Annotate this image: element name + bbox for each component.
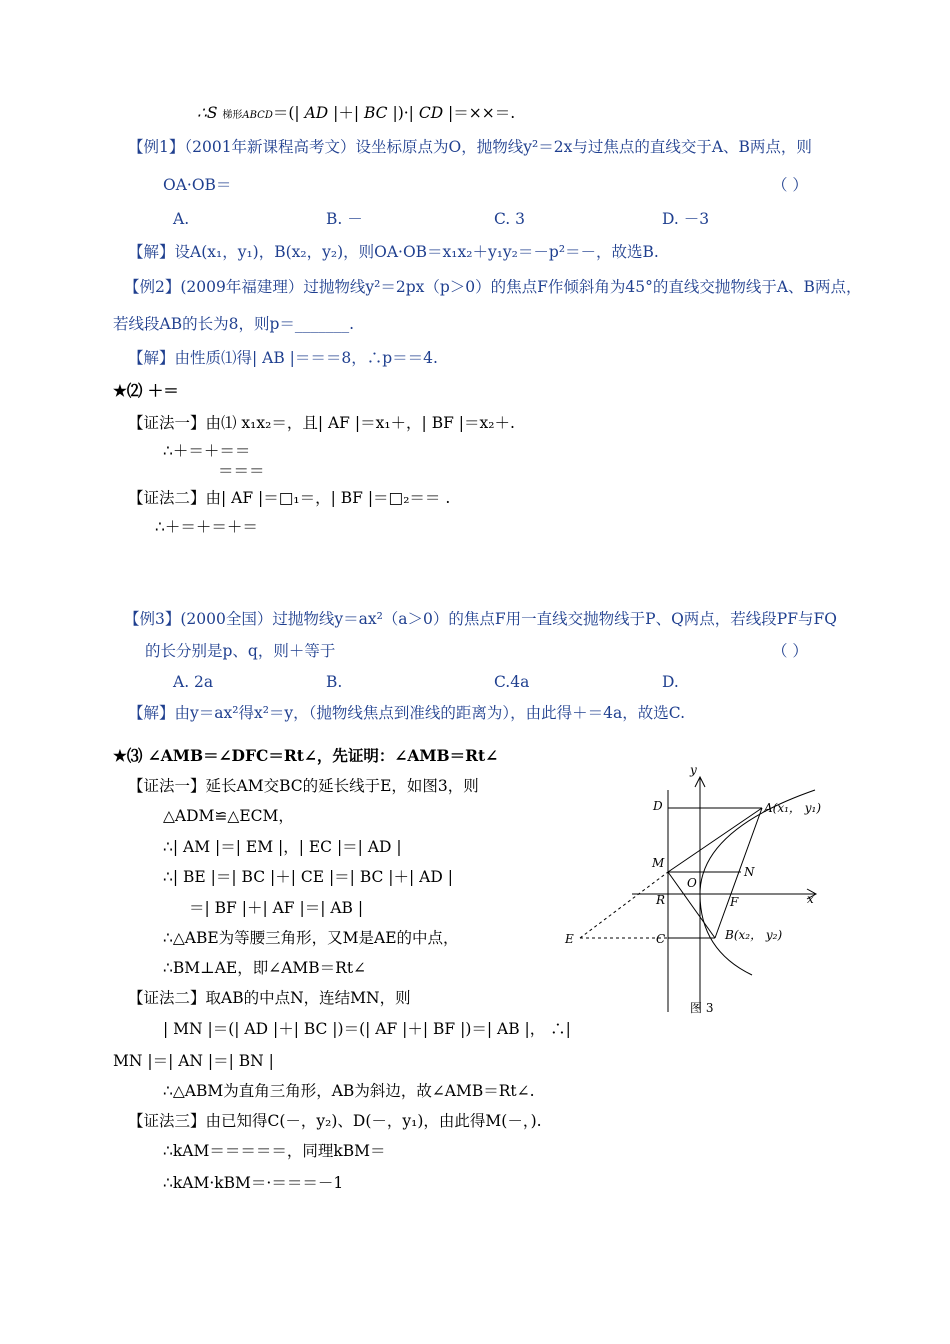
option-b-3: B.: [326, 673, 343, 691]
label-n: N: [744, 865, 755, 879]
proof-3-step-8: MN |＝| AN |＝| BN |: [113, 1052, 274, 1070]
option-c-1: C. 3: [494, 210, 526, 228]
example-2-question: 若线段AB的长为8，则p＝_______.: [113, 315, 355, 333]
example-2-text: 【例2】(2009年福建理）过抛物线y²＝2px（p＞0）的焦点F作倾斜角为45°的直线交抛物线于A、B两点，: [124, 278, 862, 296]
property-3-heading: ★⑶ ∠AMB＝∠DFC＝Rt∠，先证明：∠AMB＝Rt∠: [113, 746, 499, 765]
option-a-3: A. 2a: [173, 673, 214, 691]
label-a: A(x₁， y₁): [764, 801, 822, 815]
proof-2-step-2: ＝＝＝: [218, 462, 265, 480]
label-m: M: [652, 856, 665, 870]
proof-3-method-3: 【证法三】由已知得C(－，y₂)、D(－，y₁)，由此得M(－，).: [128, 1112, 542, 1130]
proof-3-method-2: 【证法二】取AB的中点N，连结MN，则: [128, 989, 411, 1007]
label-e: E: [565, 932, 574, 946]
option-c-3: C.4a: [494, 673, 530, 691]
proof-3-step-9: ∴△ABM为直角三角形，AB为斜边，故∠AMB＝Rt∠.: [163, 1082, 535, 1100]
parabola-curve: [700, 790, 815, 975]
example-1-oa-ob: OA·OB＝: [163, 176, 232, 194]
line-em-dashed: [580, 872, 668, 938]
property-2-heading: ★⑵ ＋＝: [113, 381, 179, 400]
proof-3-step-5: ∴△ABE为等腰三角形，又M是AE的中点，: [163, 929, 459, 947]
solution-1: 【解】设A(x₁，y₁)，B(x₂，y₂)，则OA·OB＝x₁x₂＋y₁y₂＝－p²＝－，故选B.: [128, 243, 659, 261]
proof-2-method-2: 【证法二】由| AF |＝□₁＝，| BF |＝□₂＝＝ .: [128, 489, 451, 507]
line-trapezoid-area: ∴S 梯形ABCD＝(| AD |＋| BC |)·| CD |＝××＝.: [197, 104, 516, 122]
example-3-question: 的长分别是p、q，则＋等于: [145, 642, 336, 660]
answer-paren-3: （ ）: [772, 642, 808, 660]
figure-3-parabola: [560, 760, 830, 1025]
option-b-1: B. －: [326, 210, 363, 228]
example-1-text: 【例1】（2001年新课程高考文）设坐标原点为O，抛物线y²＝2x与过焦点的直线交于A、B两点，则: [128, 138, 812, 156]
proof-2-step-3: ∴＋＝＋＝＋＝: [155, 518, 258, 536]
label-y: y: [690, 763, 697, 777]
proof-3-step-3: ∴| BE |＝| BC |＋| CE |＝| BC |＋| AD |: [163, 868, 453, 886]
label-d: D: [653, 799, 663, 813]
option-d-3: D.: [662, 673, 679, 691]
proof-3-step-7: | MN |＝(| AD |＋| BC |)＝(| AF |＋| BF |)＝| AB |， ∴|: [163, 1020, 571, 1038]
label-r: R: [656, 893, 666, 907]
option-a-1: A.: [173, 210, 190, 228]
proof-3-step-6: ∴BM⊥AE，即∠AMB＝Rt∠: [163, 959, 367, 977]
example-3-text: 【例3】(2000全国）过抛物线y＝ax²（a＞0）的焦点F用一直线交抛物线于P、Q两点，若线段PF与FQ: [124, 610, 837, 628]
label-x: x: [807, 892, 814, 906]
proof-2-method-1: 【证法一】由⑴ x₁x₂＝，且| AF |＝x₁＋，| BF |＝x₂＋.: [128, 414, 515, 432]
proof-2-step-1: ∴＋＝＋＝＝: [163, 442, 251, 460]
option-d-1: D. －3: [662, 210, 710, 228]
proof-3-step-10: ∴kAM＝＝＝＝＝，同理kBM＝: [163, 1142, 386, 1160]
proof-3-step-1: △ADM≌△ECM，: [163, 807, 294, 825]
proof-3-method-1: 【证法一】延长AM交BC的延长线于E，如图3，则: [128, 777, 479, 795]
solution-2: 【解】由性质⑴得| AB |＝＝＝8，∴p＝＝4.: [128, 349, 438, 367]
label-f: F: [730, 895, 739, 909]
proof-3-step-11: ∴kAM·kBM＝·＝＝＝－1: [163, 1174, 344, 1192]
proof-3-step-2: ∴| AM |＝| EM |，| EC |＝| AD |: [163, 838, 402, 856]
label-c: C: [656, 932, 666, 946]
solution-3: 【解】由y＝ax²得x²＝y，（抛物线焦点到准线的距离为），由此得＋＝4a，故选C.: [128, 704, 686, 722]
line-am: [668, 808, 762, 872]
label-o: O: [687, 876, 697, 890]
figure-caption: 图 3: [690, 1001, 714, 1015]
proof-3-step-4: ＝| BF |＋| AF |＝| AB |: [189, 899, 364, 917]
answer-paren-1: （ ）: [772, 176, 808, 194]
label-b: B(x₂， y₂): [725, 928, 783, 942]
